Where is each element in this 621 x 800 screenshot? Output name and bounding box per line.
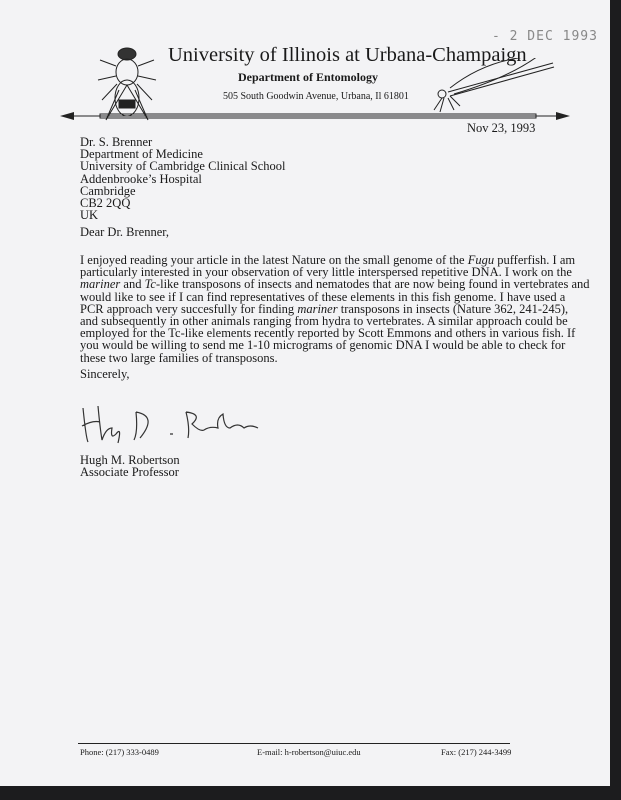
- signer-title: Associate Professor: [80, 465, 179, 480]
- letter-body: [80, 254, 590, 364]
- handwritten-signature: [78, 398, 268, 448]
- signer-block: [80, 454, 180, 478]
- footer-divider: [78, 743, 510, 744]
- body-line: employed for the Tc-like elements recently reported by Scott Emmons and others in various fish. If: [80, 326, 576, 341]
- recipient-line: Dr. S. Brenner: [80, 135, 153, 149]
- text: PCR approach very succesfully for finding: [80, 301, 298, 316]
- italic-text: Tc: [144, 277, 156, 292]
- footer-phone: Phone: (217) 333-0489: [80, 747, 159, 757]
- italic-text: Fugu: [467, 253, 495, 267]
- text: pufferfish. I am: [494, 253, 576, 267]
- italic-text: mariner: [297, 301, 338, 316]
- university-name: University of Illinois at Urbana-Champaign: [168, 44, 527, 66]
- body-line: you would be willing to send me 1-10 micrograms of genomic DNA I would be able to check for: [80, 338, 566, 353]
- recipient-line: University of Cambridge Clinical School: [80, 159, 286, 174]
- signer-name: Hugh M. Robertson: [80, 453, 180, 467]
- text: I enjoyed reading your article in the latest Nature on the small genome of the: [80, 253, 468, 267]
- footer-fax: Fax: (217) 244-3499: [441, 747, 512, 757]
- body-line: these two large families of transposons.: [80, 350, 278, 365]
- text: transposons in insects (Nature 362, 241-245),: [337, 301, 569, 316]
- letterhead-divider: [60, 111, 570, 121]
- italic-text: mariner: [80, 277, 121, 292]
- body-line: would like to see if I can find representatives of these elements in this fish genome. I have used a: [80, 289, 566, 304]
- body-line: and subsequently in other animals ranging from hydra to vertebrates. A similar approach could be: [80, 314, 568, 329]
- body-line: [80, 278, 590, 290]
- body-line: particularly interested in your observation of very little interspersed repetitive DNA. I work on the: [80, 265, 572, 280]
- text: -like transposons of insects and nematodes that are now being found in vertebrates and: [155, 277, 590, 292]
- received-stamp: - 2 DEC 1993: [492, 29, 598, 44]
- closing: Sincerely,: [80, 367, 130, 381]
- damselfly-illustration-icon: [428, 58, 558, 113]
- recipient-line: UK: [80, 208, 99, 223]
- salutation: Dear Dr. Brenner,: [80, 225, 170, 239]
- recipient-line: CB2 2QQ: [80, 196, 131, 211]
- text: and: [120, 277, 145, 292]
- department-address: 505 South Goodwin Avenue, Urbana, Il 61801: [223, 91, 409, 102]
- recipient-address: [80, 136, 286, 221]
- department-name: Department of Entomology: [238, 70, 378, 84]
- recipient-line: Addenbrooke’s Hospital: [80, 171, 202, 186]
- recipient-line: Cambridge: [80, 183, 136, 198]
- letter-date: Nov 23, 1993: [467, 121, 536, 135]
- recipient-line: Department of Medicine: [80, 147, 203, 162]
- footer-email: E-mail: h-robertson@uiuc.edu: [257, 747, 361, 757]
